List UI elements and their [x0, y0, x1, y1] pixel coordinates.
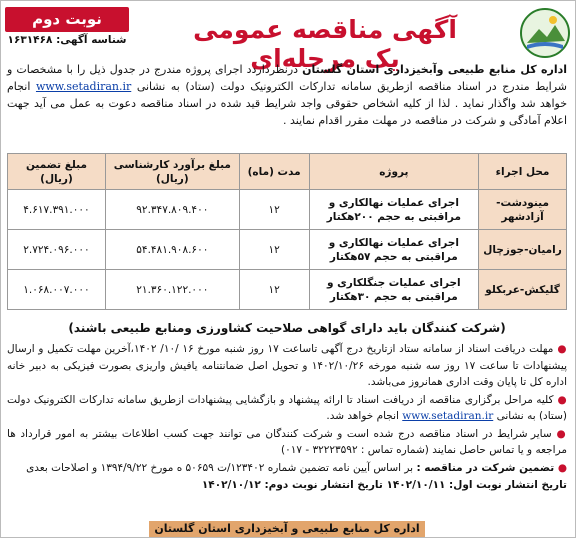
header-location: محل اجراء: [479, 154, 567, 190]
cell-duration: ۱۲: [239, 270, 309, 310]
organization-name: اداره کل منابع طبیعی وآبخیزداری استان گلستان: [302, 63, 568, 76]
note-guarantee-label: تضمین شرکت در مناقصه :: [416, 461, 555, 474]
organization-logo-icon: [519, 7, 571, 59]
intro-text-2: انجام خواهد شد واگذار نماید . لذا از کلیه اشخاص حقوقی واجد شرایط قید شده در اسناد مناقصه دعوت به عمل می آید جهت اعلام آمادگی و شرکت در مناقصه در مهلت مقرر اقدام نمایند .: [7, 80, 567, 127]
bullet-icon: ●: [554, 461, 567, 474]
cell-duration: ۱۲: [239, 190, 309, 230]
cell-project: اجرای عملیات نهالکاری و مراقبتی به حجم ۲۰۰هکتار: [309, 190, 479, 230]
cell-project: اجرای عملیات نهالکاری و مراقبتی به حجم ۵۷هکتار: [309, 230, 479, 270]
bullet-icon: ●: [553, 343, 567, 355]
bullet-icon: ●: [551, 427, 567, 440]
badge-box: [5, 7, 129, 46]
publication-dates: تاریخ انتشار نوبت اول: ۱۴۰۲/۱۰/۱۱ تاریخ انتشار نوبت دوم: ۱۴۰۲/۱۰/۱۲: [201, 479, 567, 491]
note-process-text-b: انجام خواهد شد.: [326, 410, 403, 422]
notes-section: [7, 341, 567, 495]
table-row: [8, 230, 567, 270]
round-badge: نوبت دوم: [5, 7, 129, 32]
note-guarantee-text: بر اساس آیین نامه تضمین شماره ۱۲۳۴۰۲/ت ۵۰۶۵۹ ه مورخ ۱۳۹۴/۹/۲۲ و اصلاحات بعدی: [26, 461, 417, 474]
note-deadline: [7, 341, 567, 391]
note-other-text: سایر شرایط در اسناد مناقصه درج شده است و شرکت کنندگان می توانند جهت کسب اطلاعات بیشتر به امور قرارداد ها مراجعه و یا تماس حاصل نمایند (شماره تماس : ۳۲۲۲۳۵۹۲ - ۰۱۷): [7, 427, 567, 456]
cell-location: مینودشت- آزادشهر: [479, 190, 567, 230]
cell-project: اجرای عملیات جنگلکاری و مراقبتی به حجم ۳۰هکتار: [309, 270, 479, 310]
intro-text-1: درنظرداردد اجرای پروژه مندرج در جدول ذیل را با مشخصات و شرایط مندرج در اسناد مناقصه ازطریق سامانه تدارکات الکترونیک دولت (ستاد) به نشانی: [7, 63, 567, 93]
header-project: پروژه: [309, 154, 479, 190]
table-row: [8, 190, 567, 230]
intro-paragraph: [7, 61, 567, 129]
cell-duration: ۱۲: [239, 230, 309, 270]
projects-table: [7, 153, 567, 310]
website-link[interactable]: www.setadiran.ir: [35, 80, 132, 93]
note-process: [7, 392, 567, 425]
cell-location: گلیکش-عربکلو: [479, 270, 567, 310]
ad-title: آگهی مناقصه عمومی یک مرحله‌ای: [193, 15, 457, 73]
header-guarantee: مبلغ تضمین (ریال): [8, 154, 106, 190]
header-duration: مدت (ماه): [239, 154, 309, 190]
eligibility-notice: (شرکت کنندگان باید دارای گواهی صلاحیت کشاورزی ومنابع طبیعی باشند): [68, 321, 506, 335]
note-deadline-text: مهلت دریافت اسناد از سامانه ستاد ازتاریخ درج آگهی تاساعت ۱۷ روز شنبه مورخ ۱۶ /۱۰/ ۱۴۰۲،آخرین مهلت تکمیل و ارسال پیشنهادات تا ساعت ۱۷ روز سه شنبه مورخه ۱۴۰۲/۱۰/۲۶ و تحویل اصل ضمانتنامه یافیش واریزی بصورت فیزیکی به دبیر خانه اداره کل تا پایان وقت اداری همانروز می‌باشد.: [7, 343, 567, 388]
note-process-text-a: کلیه مراحل برگزاری مناقصه از دریافت اسناد تا ارائه پیشنهاد و بازگشایی پیشنهادات ازطریق سامانه تدارکات الکترونیک دولت (ستاد) به نشانی: [7, 393, 567, 422]
cell-estimate: ۵۴.۴۸۱.۹۰۸.۶۰۰: [105, 230, 239, 270]
footer-bar: اداره کل منابع طبیعی و آبخیزداری استان گلستان: [149, 521, 425, 537]
ad-number: شناسه آگهی: ۱۶۳۱۴۶۸: [7, 34, 127, 46]
website-link[interactable]: www.setadiran.ir: [402, 410, 494, 422]
cell-estimate: ۹۲.۳۴۷.۸۰۹.۴۰۰: [105, 190, 239, 230]
table-row: [8, 270, 567, 310]
cell-guarantee: ۱.۰۶۸.۰۰۷.۰۰۰: [8, 270, 106, 310]
table-header-row: [8, 154, 567, 190]
cell-guarantee: ۴.۶۱۷.۳۹۱.۰۰۰: [8, 190, 106, 230]
cell-guarantee: ۲.۷۲۴.۰۹۶.۰۰۰: [8, 230, 106, 270]
cell-location: رامیان-جوزچال: [479, 230, 567, 270]
header-estimate: مبلغ برآورد کارشناسی (ریال): [105, 154, 239, 190]
bullet-icon: ●: [553, 393, 567, 406]
note-other: [7, 426, 567, 459]
note-guarantee: [7, 460, 567, 477]
cell-estimate: ۲۱.۳۶۰.۱۲۲.۰۰۰: [105, 270, 239, 310]
